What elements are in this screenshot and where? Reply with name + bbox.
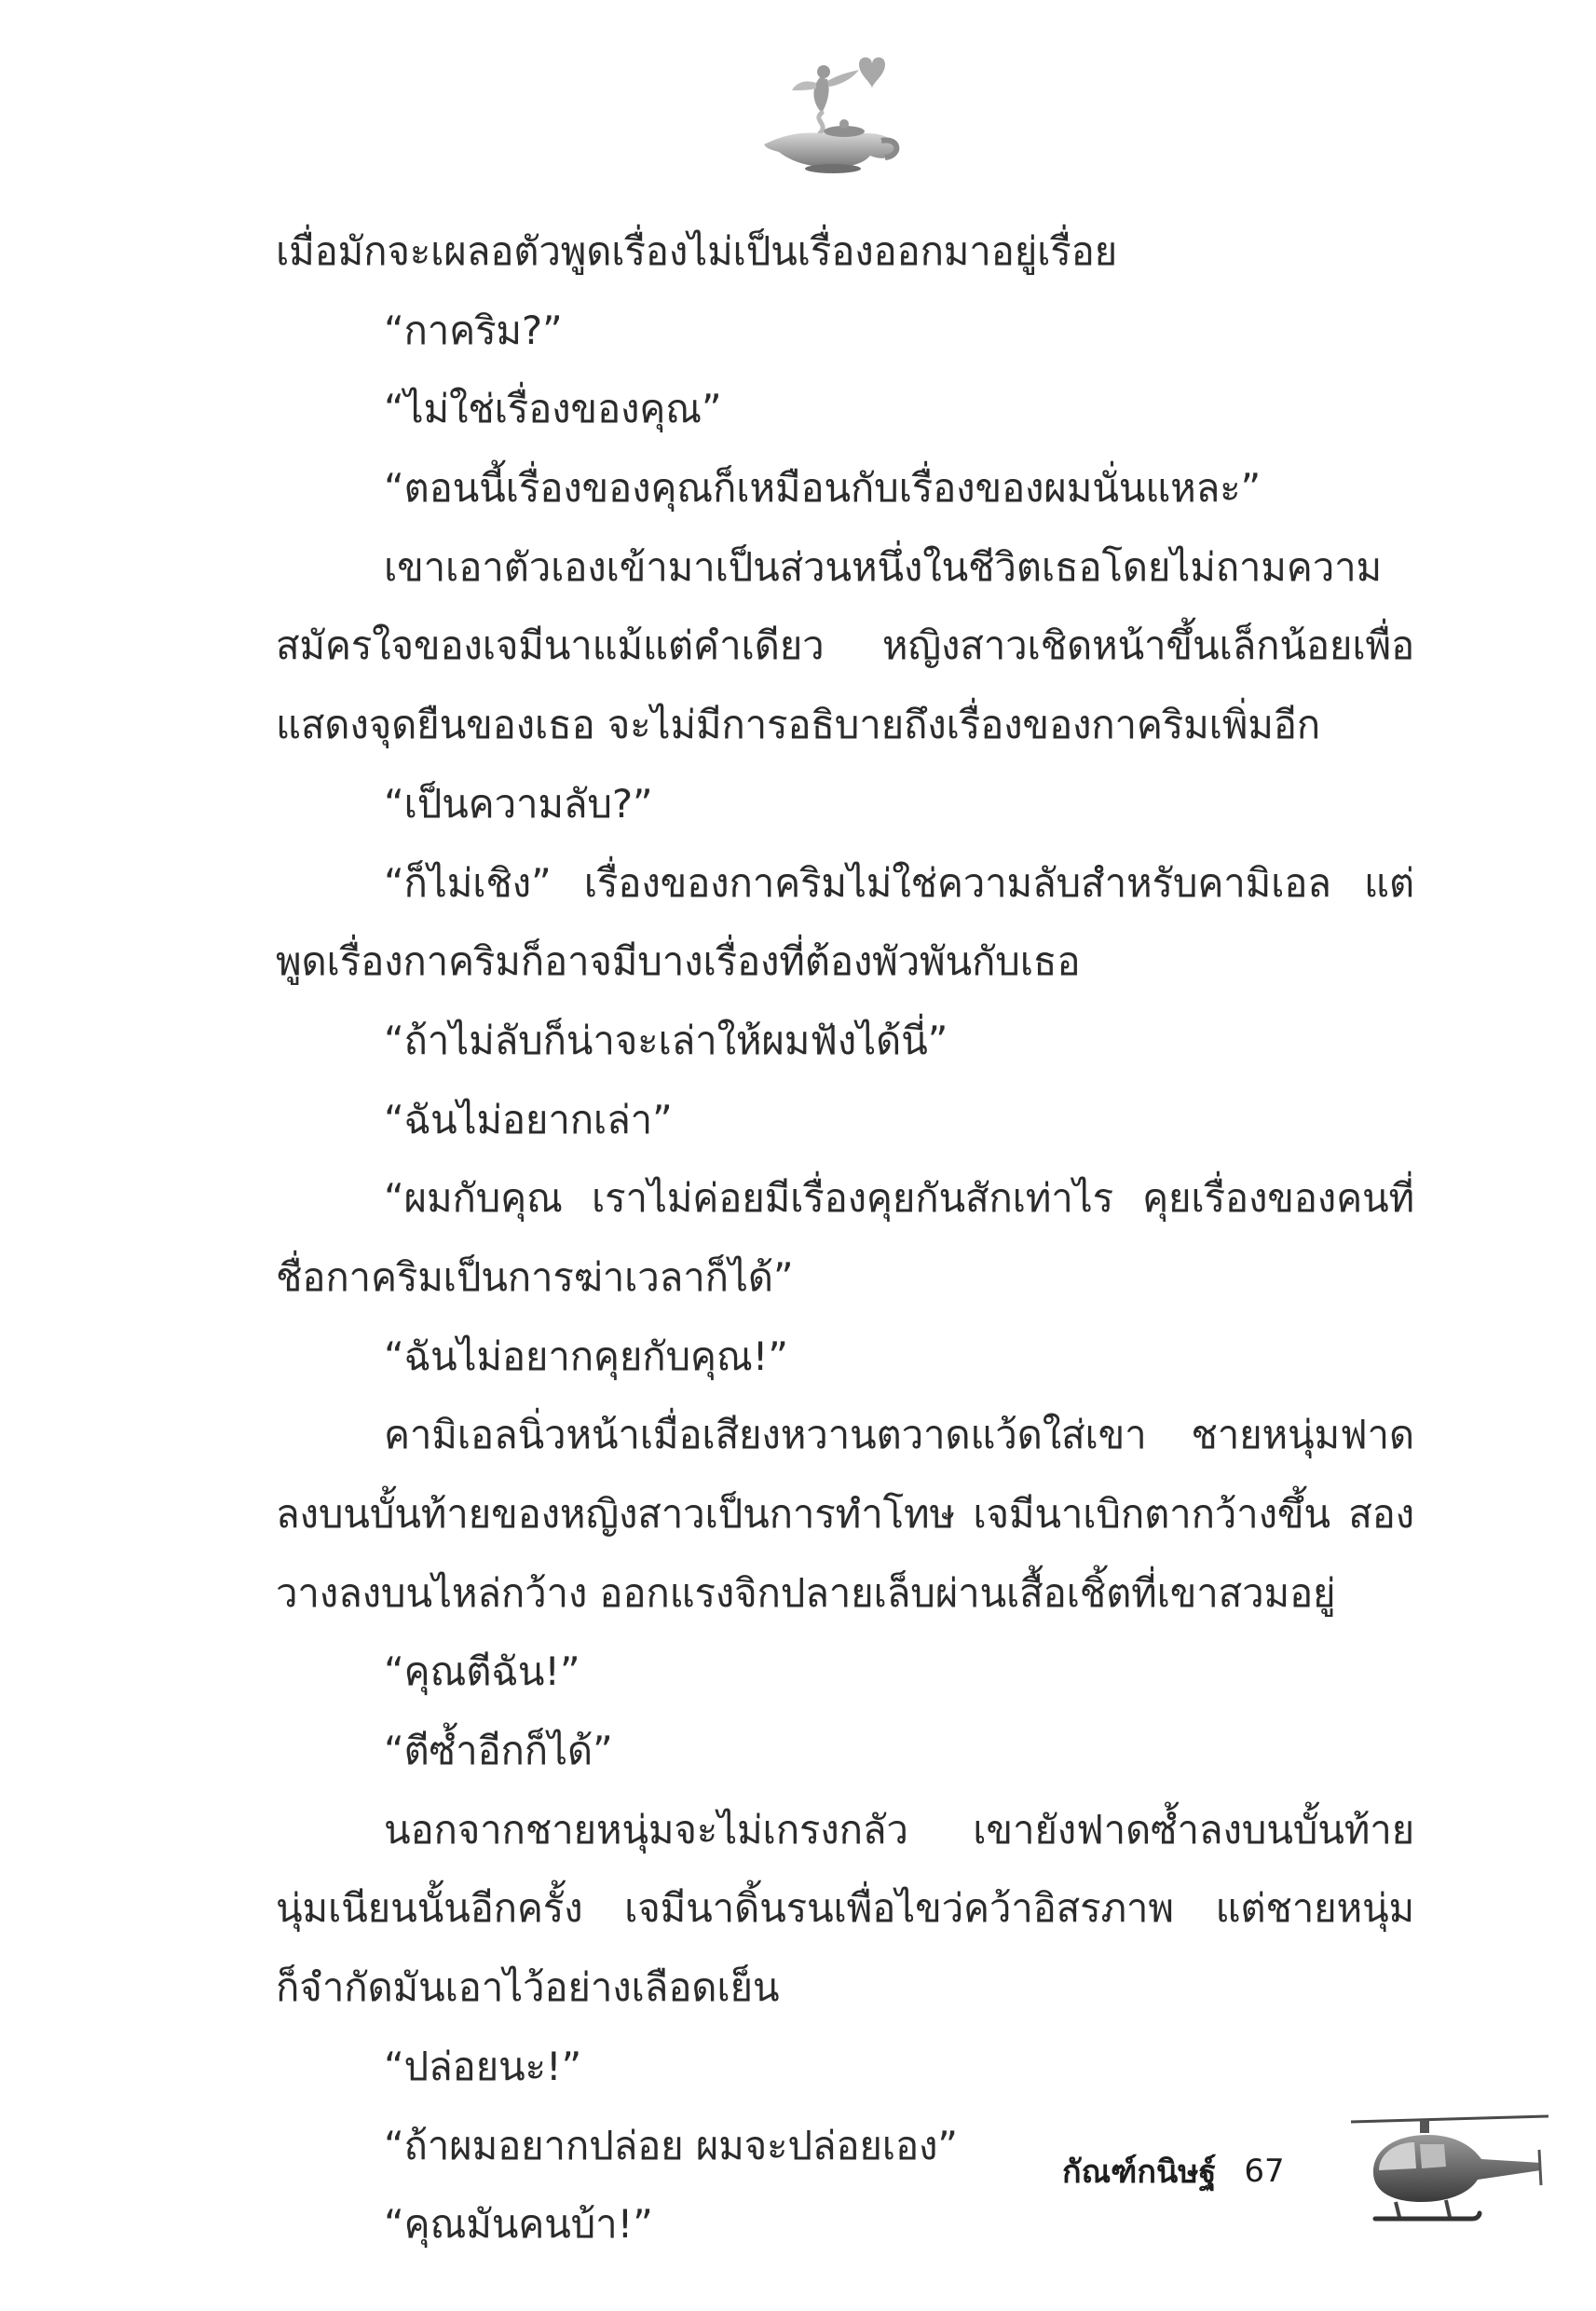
text-line: เมื่อมักจะเผลอตัวพูดเรื่องไม่เป็นเรื่องออกมาอยู่เรื่อย xyxy=(276,228,1118,274)
text-line: “กาคริม?” xyxy=(384,307,563,353)
page-footer xyxy=(1062,2143,1285,2199)
text-line: “คุณมันคนบ้า!” xyxy=(384,2201,653,2248)
text-line: คามิเอลนิ่วหน้าเมื่อเสียงหวานตวาดแว้ดใส่เขา ชายหนุ่มฟาด xyxy=(384,1412,1414,1458)
text-line: วางลงบนไหล่กว้าง ออกแรงจิกปลายเล็บผ่านเสื้อเชิ้ตที่เขาสวมอยู่ xyxy=(276,1569,1336,1616)
text-line: แสดงจุดยืนของเธอ จะไม่มีการอธิบายถึงเรื่องของกาคริมเพิ่มอีก xyxy=(276,702,1321,748)
genie-lamp-icon xyxy=(755,51,904,177)
page-number: 67 xyxy=(1244,2153,1285,2190)
text-line: “ถ้าผมอยากปล่อย ผมจะปล่อยเอง” xyxy=(384,2122,958,2168)
text-line: นอกจากชายหนุ่มจะไม่เกรงกลัว เขายังฟาดซ้ำลงบนบั้นท้าย xyxy=(384,1806,1414,1853)
body-text xyxy=(276,212,1414,2264)
text-line: “ก็ไม่เชิง” เรื่องของกาคริมไม่ใช่ความลับสำหรับคามิเอล แต่ xyxy=(384,859,1414,906)
text-line: ก็จำกัดมันเอาไว้อย่างเลือดเย็น xyxy=(276,1964,780,2011)
text-line: “ถ้าไม่ลับก็น่าจะเล่าให้ผมฟังได้นี่” xyxy=(384,1017,948,1063)
text-line: สมัครใจของเจมีนาแม้แต่คำเดียว หญิงสาวเชิดหน้าขึ้นเล็กน้อยเพื่อ xyxy=(276,622,1414,669)
text-line: พูดเรื่องกาคริมก็อาจมีบางเรื่องที่ต้องพัวพันกับเธอ xyxy=(276,938,1081,985)
text-line: “ฉันไม่อยากคุยกับคุณ!” xyxy=(384,1333,788,1379)
helicopter-icon xyxy=(1342,2101,1551,2241)
text-line: “ปล่อยนะ!” xyxy=(384,2043,582,2089)
text-line: ชื่อกาคริมเป็นการฆ่าเวลาก็ได้” xyxy=(276,1253,794,1300)
text-line: “คุณตีฉัน!” xyxy=(384,1648,580,1695)
text-line: “ผมกับคุณ เราไม่ค่อยมีเรื่องคุยกันสักเท่าไร คุยเรื่องของคนที่ xyxy=(384,1175,1414,1222)
text-line: เขาเอาตัวเองเข้ามาเป็นส่วนหนึ่งในชีวิตเธอโดยไม่ถามความ xyxy=(384,543,1382,590)
text-line: ลงบนบั้นท้ายของหญิงสาวเป็นการทำโทษ เจมีนาเบิกตากว้างขึ้น สอง xyxy=(276,1491,1414,1537)
text-line: “ฉันไม่อยากเล่า” xyxy=(384,1096,673,1142)
text-line: นุ่มเนียนนั้นอีกครั้ง เจมีนาดิ้นรนเพื่อไขว่คว้าอิสรภาพ แต่ชายหนุ่ม xyxy=(276,1885,1414,1932)
book-title: กัณฑ์กนิษฐ์ xyxy=(1062,2154,1217,2191)
text-line: “ตอนนี้เรื่องของคุณก็เหมือนกับเรื่องของผมนั่นแหละ” xyxy=(384,465,1262,512)
text-line: “ไม่ใช่เรื่องของคุณ” xyxy=(384,386,722,432)
text-line: “เป็นความลับ?” xyxy=(384,780,653,827)
text-line: “ตีซ้ำอีกก็ได้” xyxy=(384,1728,613,1774)
